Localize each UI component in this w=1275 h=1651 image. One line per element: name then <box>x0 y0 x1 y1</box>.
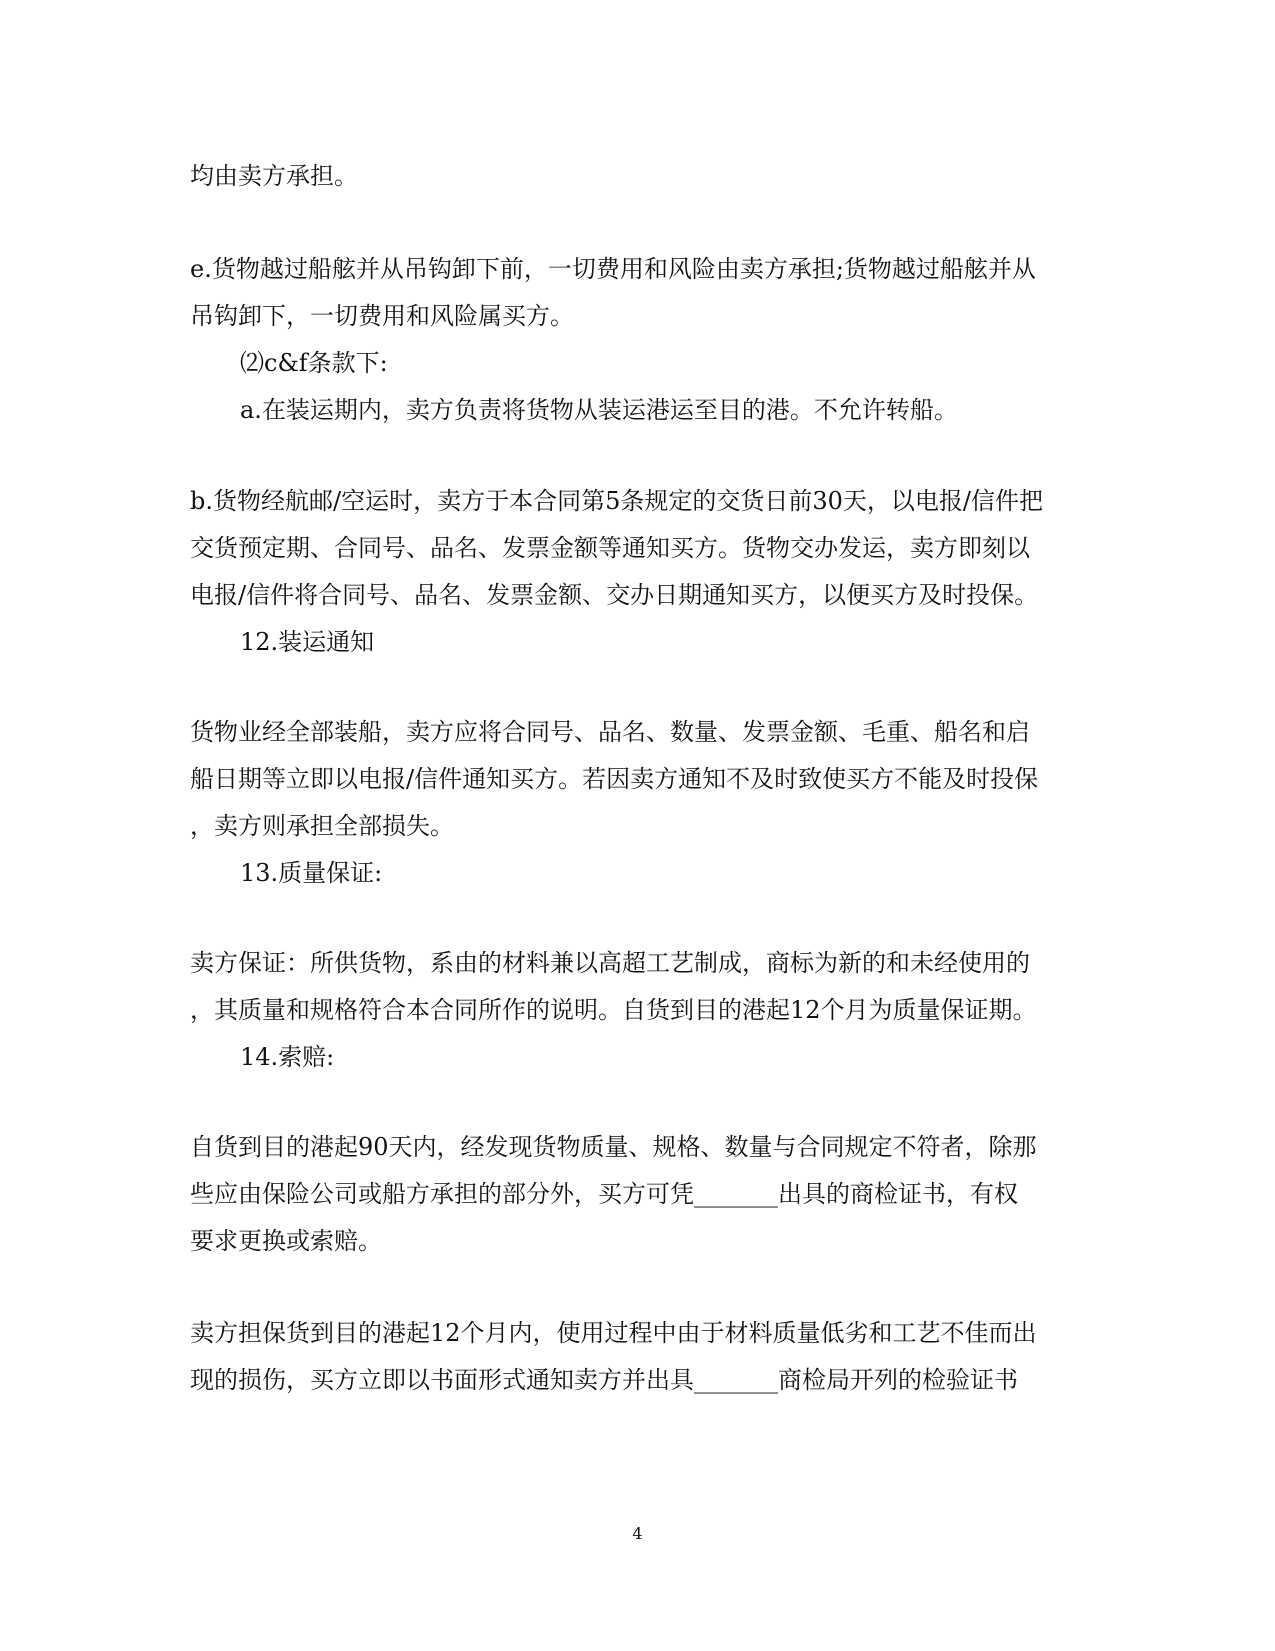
text-line-10: 货物业经全部装船，卖方应将合同号、品名、数量、发票金额、毛重、船名和启 <box>190 718 1030 746</box>
page-number: 4 <box>632 1524 643 1543</box>
text-line-14: 卖方保证：所供货物，系由的材料兼以高超工艺制成，商标为新的和未经使用的 <box>190 949 1030 977</box>
text-line-17: 自货到目的港起90天内，经发现货物质量、规格、数量与合同规定不符者，除那 <box>190 1133 1037 1161</box>
text-line-19: 要求更换或索赔。 <box>190 1227 382 1255</box>
text-line-3: 吊钩卸下，一切费用和风险属买方。 <box>190 302 574 330</box>
text-line-5: a.在装运期内，卖方负责将货物从装运港运至目的港。不允许转船。 <box>240 396 958 424</box>
section-heading-14: 14.索赔: <box>240 1043 335 1071</box>
text-line-11: 船日期等立即以电报/信件通知买方。若因卖方通知不及时致使买方不能及时投保 <box>190 765 1039 793</box>
text-line-6: b.货物经航邮/空运时，卖方于本合同第5条规定的交货日前30天，以电报/信件把 <box>190 487 1043 515</box>
text-line-12: ，卖方则承担全部损失。 <box>190 812 454 840</box>
text-line-2: e.货物越过船舷并从吊钩卸下前，一切费用和风险由卖方承担;货物越过船舷并从 <box>190 255 1036 283</box>
text-line-18: 些应由保险公司或船方承担的部分外，买方可凭_______出具的商检证书，有权 <box>190 1180 1018 1208</box>
text-line-8: 电报/信件将合同号、品名、发票金额、交办日期通知买方，以便买方及时投保。 <box>190 581 1039 609</box>
text-line-15: ，其质量和规格符合本合同所作的说明。自货到目的港起12个月为质量保证期。 <box>190 996 1037 1024</box>
text-line-7: 交货预定期、合同号、品名、发票金额等通知买方。货物交办发运，卖方即刻以 <box>190 534 1030 562</box>
text-line-1: 均由卖方承担。 <box>190 162 358 190</box>
text-line-20: 卖方担保货到目的港起12个月内，使用过程中由于材料质量低劣和工艺不佳而出 <box>190 1319 1037 1347</box>
text-line-21: 现的损伤，买方立即以书面形式通知卖方并出具_______商检局开列的检验证书 <box>190 1366 1018 1394</box>
section-heading-13: 13.质量保证: <box>240 859 383 887</box>
section-heading-cf-terms: ⑵c&f条款下: <box>240 349 388 377</box>
section-heading-12: 12.装运通知 <box>240 628 375 656</box>
